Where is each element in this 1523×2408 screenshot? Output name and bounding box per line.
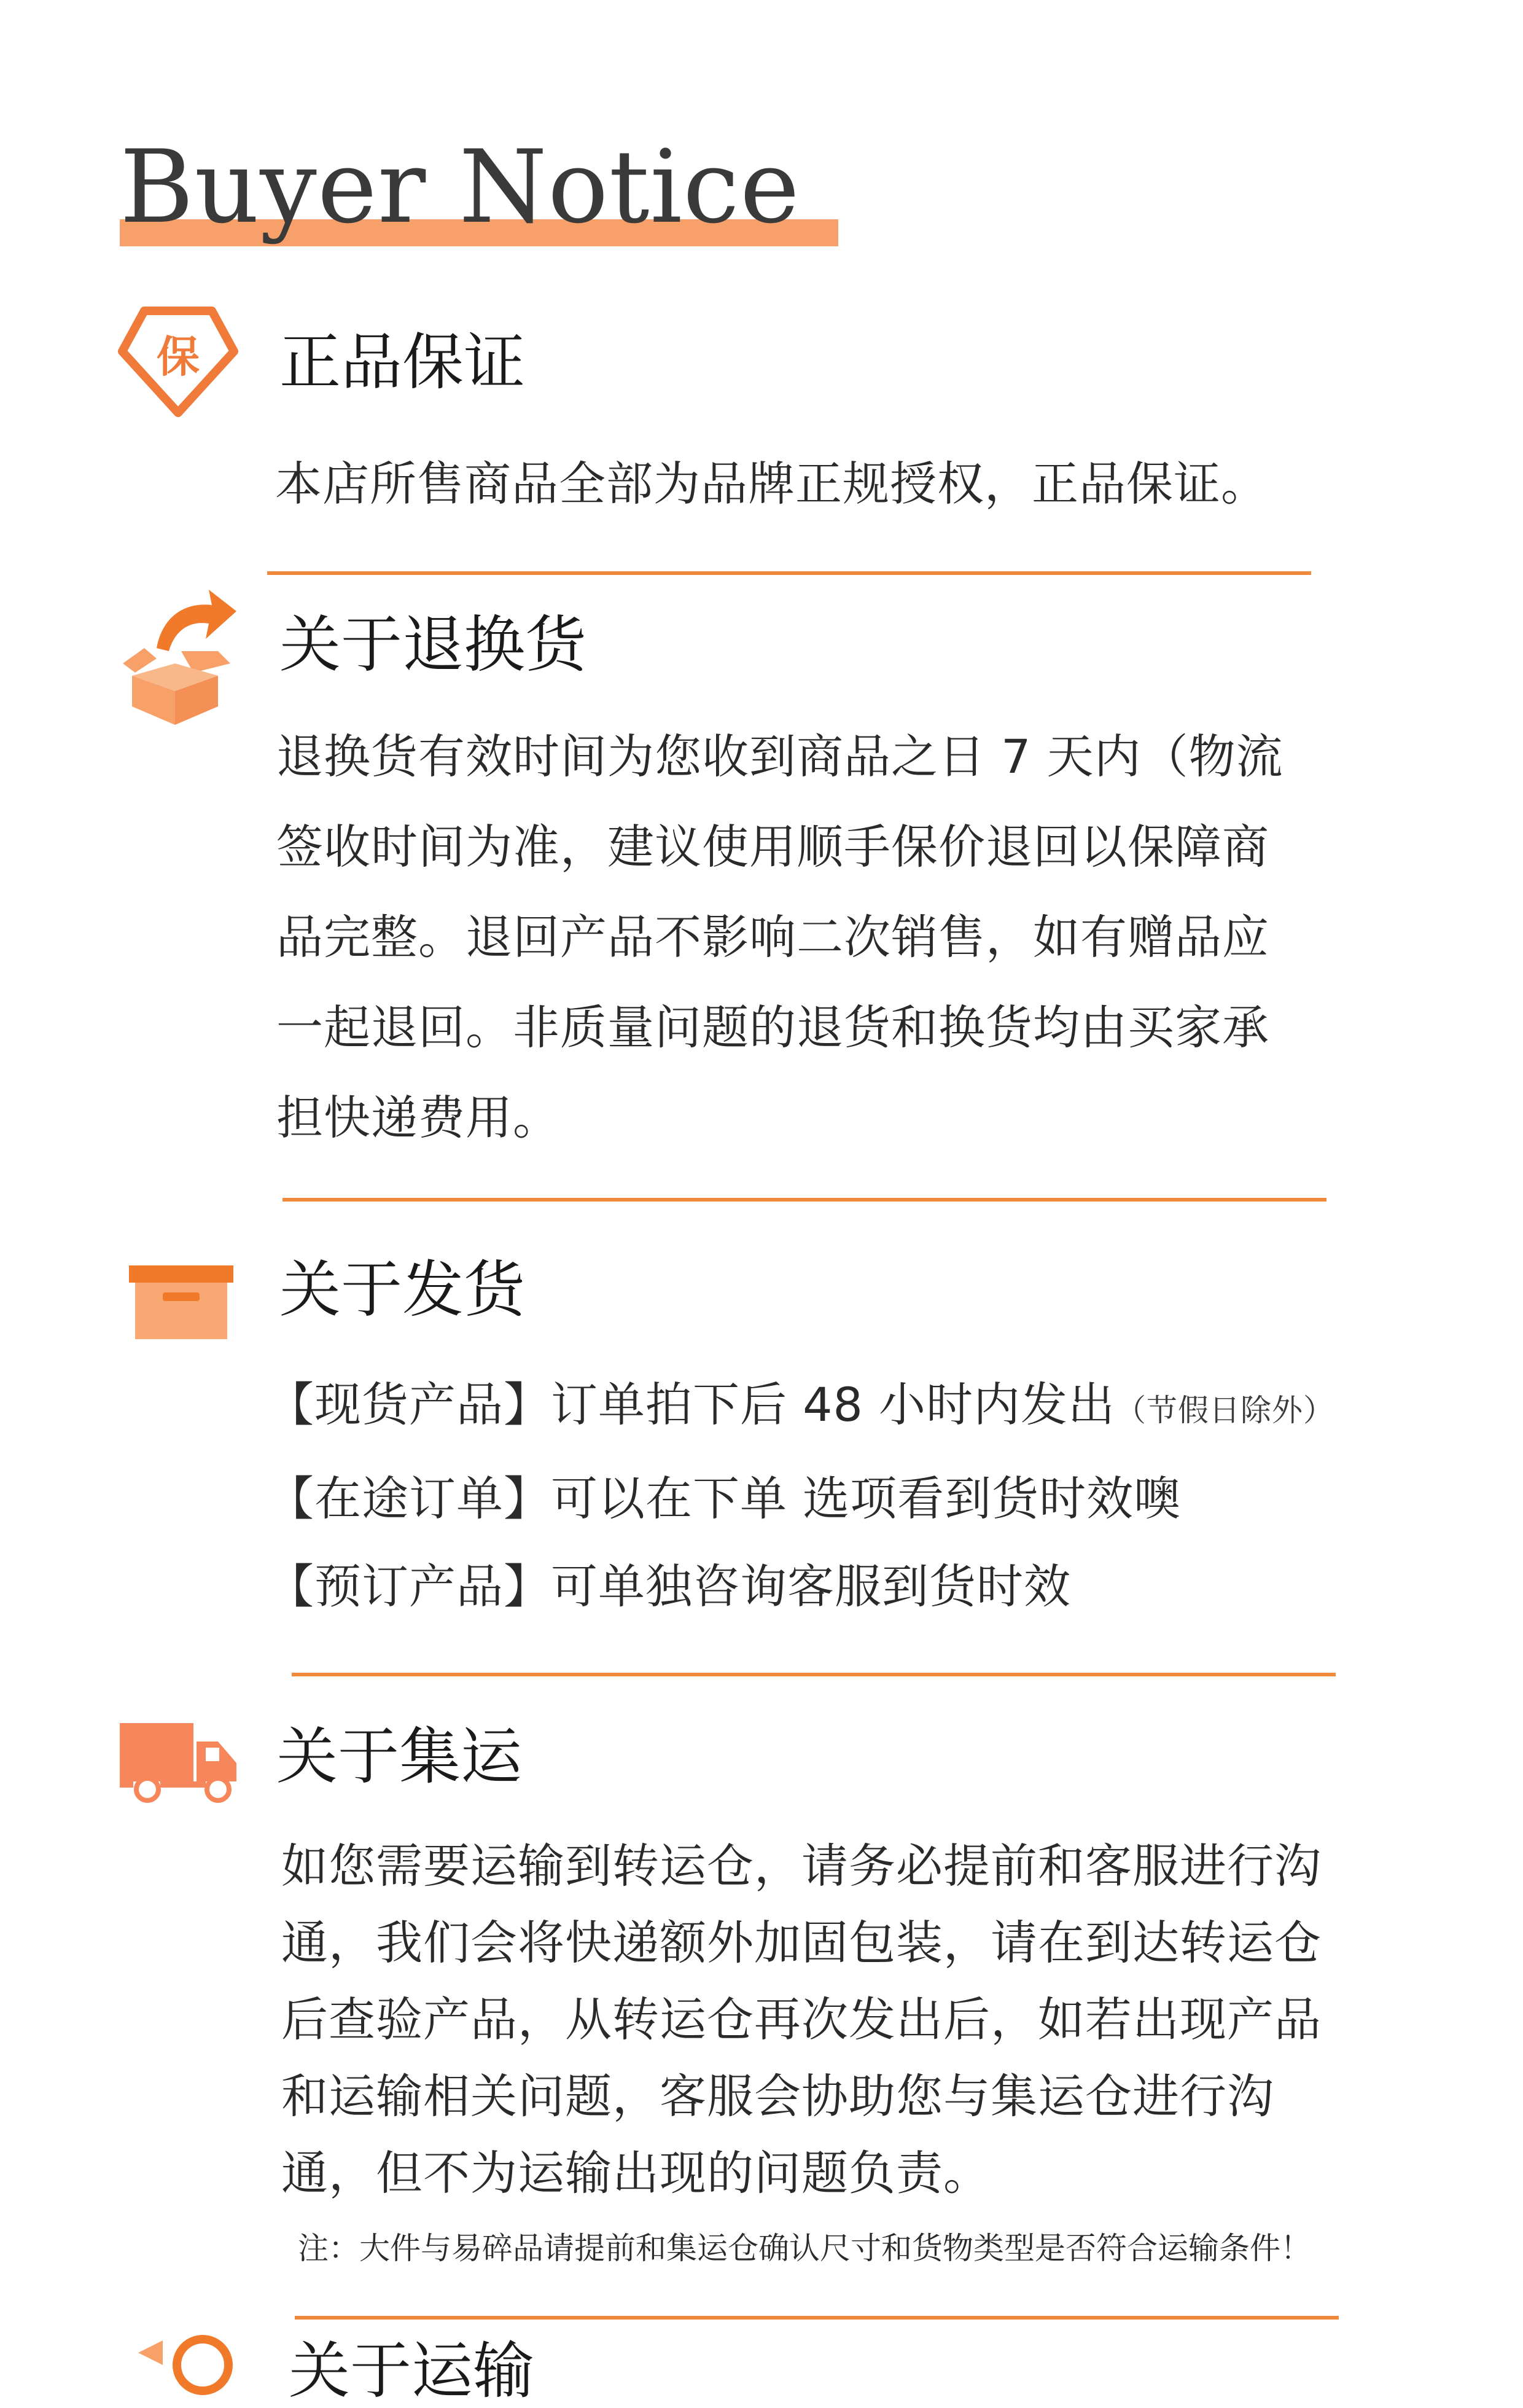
body-line: 品完整。退回产品不影响二次销售，如有赠品应 [276, 910, 1269, 964]
body-line: 通，我们会将快递额外加固包装，请在到达转运仓 [281, 1915, 1322, 1970]
transport-icon [126, 2328, 236, 2359]
consolidation-note: 注：大件与易碎品请提前和集运仓确认尺寸和货物类型是否符合运输条件！ [298, 2230, 1311, 2266]
divider [282, 1198, 1326, 1202]
divider [295, 2316, 1339, 2320]
page-title: Buyer Notice [120, 128, 800, 246]
body-line: 退换货有效时间为您收到商品之日 7 天内（物流 [276, 729, 1283, 784]
section-title-consolidation: 关于集运 [276, 1721, 522, 1792]
body-line: 担快递费用。 [276, 1090, 560, 1145]
section-title-shipping: 关于发货 [279, 1254, 525, 1326]
divider [267, 571, 1311, 575]
body-line: 和运输相关问题，客服会协助您与集运仓进行沟 [281, 2069, 1274, 2124]
section-body-shipping [267, 1361, 1334, 1630]
body-line: 【预订产品】可单独咨询客服到货时效 [267, 1559, 1071, 1614]
section-body-consolidation [281, 1828, 1322, 2211]
body-line: 本店所售商品全部为品牌正规授权，正品保证。 [275, 456, 1268, 511]
holiday-note: （节假日除外） [1115, 1393, 1335, 1428]
body-line: 签收时间为准，建议使用顺手保价退回以保障商 [276, 819, 1269, 874]
section-body-authentic [275, 453, 1268, 515]
body-line: 一起退回。非质量问题的退货和换货均由买家承 [276, 1000, 1269, 1055]
section-title-authentic: 正品保证 [279, 326, 525, 398]
in-stock-line: 【现货产品】订单拍下后 48 小时内发出 [267, 1377, 1116, 1432]
svg-text:保: 保 [157, 332, 200, 382]
section-body-returns [276, 711, 1283, 1163]
badge-bao-icon [120, 307, 236, 418]
body-line: 后查验产品，从转运仓再次发出后，如若出现产品 [281, 1992, 1322, 2047]
divider [292, 1673, 1336, 1676]
package-icon [129, 1265, 233, 1339]
body-line: 通，但不为运输出现的问题负责。 [281, 2146, 991, 2200]
truck-icon [120, 1723, 236, 1803]
body-line: 如您需要运输到转运仓，请务必提前和客服进行沟 [281, 1839, 1322, 1893]
body-line: 【在途订单】可以在下单 选项看到货时效噢 [267, 1471, 1182, 1526]
section-title-transport: 关于运输 [289, 2335, 534, 2407]
section-title-returns: 关于退换货 [279, 609, 586, 681]
return-box-icon [120, 590, 236, 725]
body-line [267, 1361, 1334, 1455]
